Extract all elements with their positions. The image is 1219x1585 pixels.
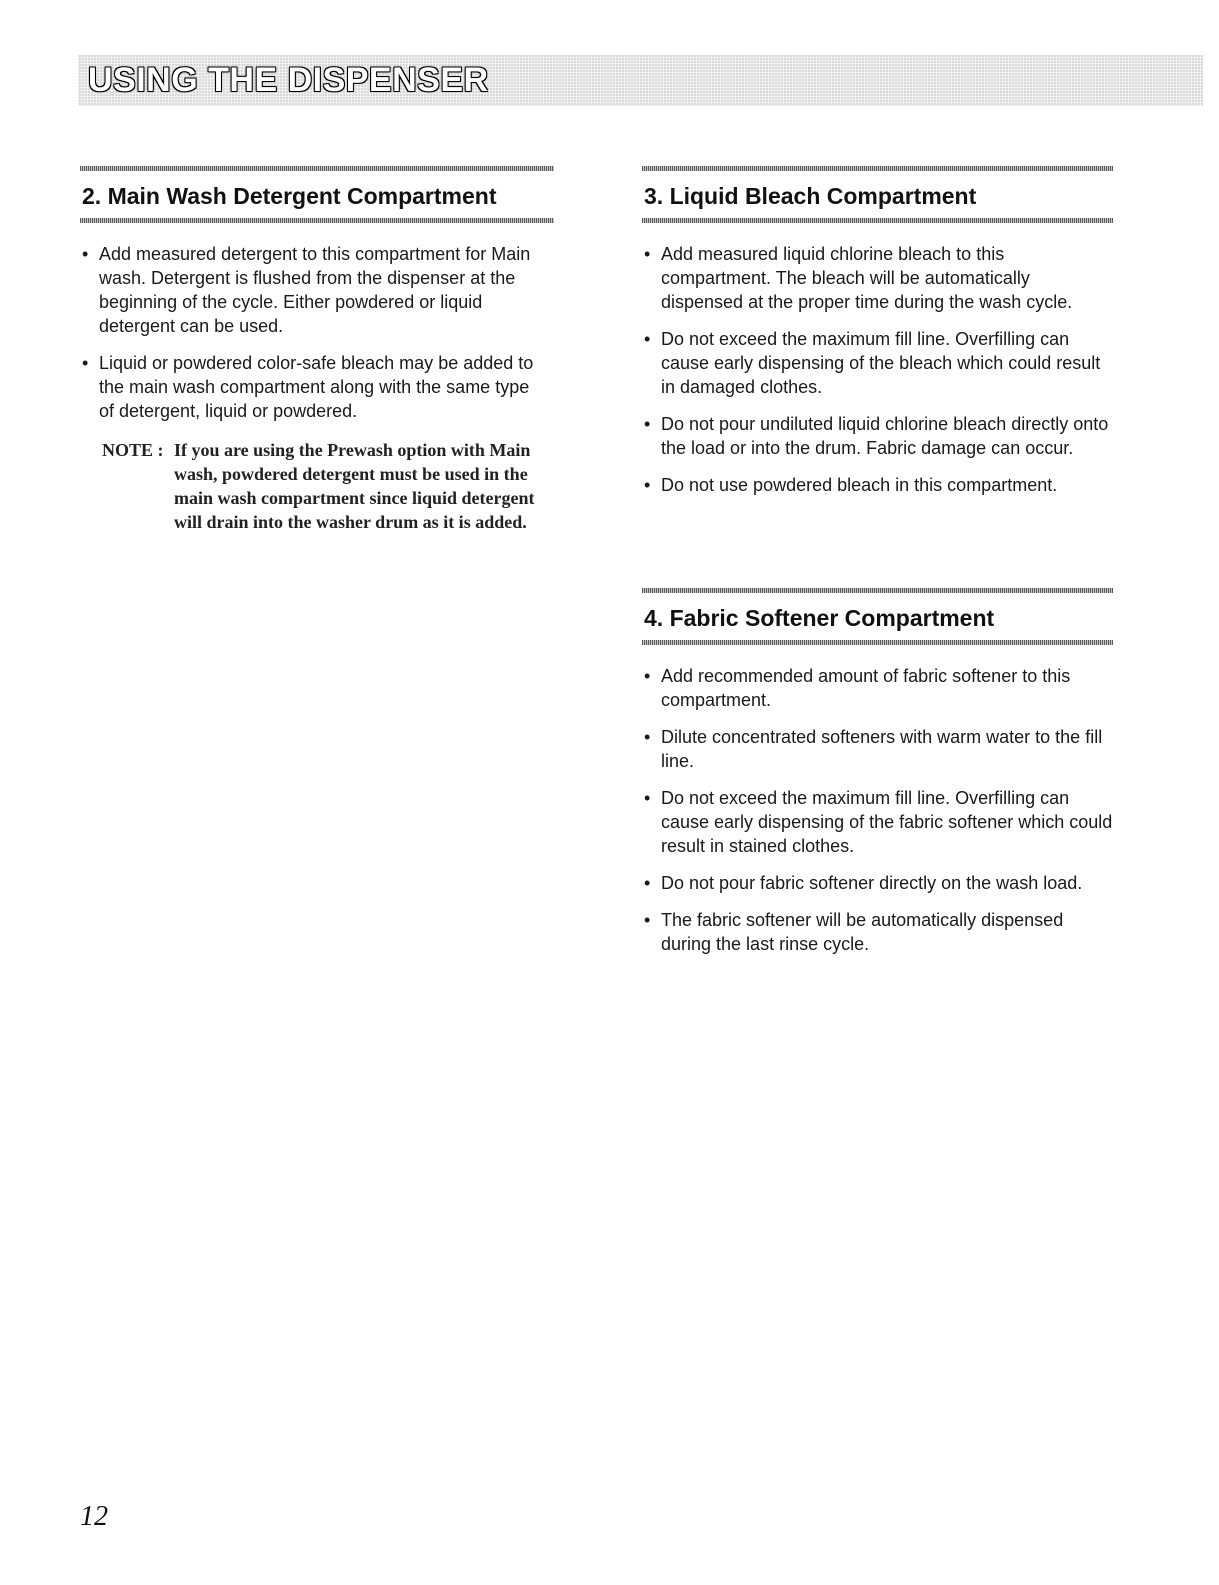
- section-bottom-rule: [80, 218, 554, 223]
- list-item: • Do not exceed the maximum fill line. Overfilling can cause early dispensing of the bleach which could result in damaged clothes.: [644, 329, 1101, 397]
- section-fabric-softener: [642, 588, 1113, 969]
- header-banner: [78, 55, 1203, 106]
- list-item: • Add measured detergent to this compartment for Main wash. Detergent is flushed from the dispenser at the beginning of the cycle. Either powdered or liquid detergent can be used.: [82, 244, 531, 336]
- note-block: [102, 438, 542, 534]
- section-main-wash: [80, 166, 554, 436]
- section-title: 3. Liquid Bleach Compartment: [644, 183, 977, 209]
- bullet-icon: •: [644, 873, 651, 893]
- bullet-icon: •: [644, 788, 651, 808]
- section-liquid-bleach: [642, 166, 1113, 510]
- list-item: • Do not pour fabric softener directly on the wash load.: [644, 873, 1083, 893]
- bullet-icon: •: [644, 244, 651, 264]
- list-item: • Do not use powdered bleach in this compartment.: [644, 475, 1058, 495]
- list-item: • Add recommended amount of fabric softener to this compartment.: [644, 666, 1071, 710]
- page-title: USING THE DISPENSER: [88, 61, 489, 99]
- note-text: If you are using the Prewash option with Main wash, powdered detergent must be used in the main wash compartment since liquid detergent will drain into the washer drum as it is added.: [174, 440, 535, 532]
- note-label: NOTE :: [102, 440, 164, 460]
- section-bottom-rule: [642, 218, 1113, 223]
- list-item: • Dilute concentrated softeners with warm water to the fill line.: [644, 727, 1103, 771]
- page-number: 12: [80, 1501, 108, 1532]
- bullet-list: [642, 664, 1114, 956]
- bullet-list: [642, 242, 1114, 497]
- bullet-icon: •: [644, 414, 651, 434]
- bullet-icon: •: [82, 244, 89, 264]
- bullet-icon: •: [644, 910, 651, 930]
- list-item: • Do not exceed the maximum fill line. Overfilling can cause early dispensing of the fabric softener which could result in stained clothes.: [644, 788, 1113, 856]
- section-title: 2. Main Wash Detergent Compartment: [82, 183, 497, 209]
- bullet-icon: •: [644, 727, 651, 747]
- list-item: • Do not pour undiluted liquid chlorine bleach directly onto the load or into the drum. Fabric damage can occur.: [644, 414, 1109, 458]
- bullet-icon: •: [644, 329, 651, 349]
- list-item: • The fabric softener will be automatically dispensed during the last rinse cycle.: [644, 910, 1064, 954]
- bullet-icon: •: [82, 353, 89, 373]
- bullet-icon: •: [644, 475, 651, 495]
- bullet-list: [80, 242, 540, 423]
- bullet-icon: •: [644, 666, 651, 686]
- section-bottom-rule: [642, 640, 1113, 645]
- list-item: • Add measured liquid chlorine bleach to this compartment. The bleach will be automatically dispensed at the proper time during the wash cycle.: [644, 244, 1073, 312]
- list-item: • Liquid or powdered color-safe bleach may be added to the main wash compartment along with the same type of detergent, liquid or powdered.: [82, 353, 534, 421]
- section-title: 4. Fabric Softener Compartment: [644, 605, 995, 631]
